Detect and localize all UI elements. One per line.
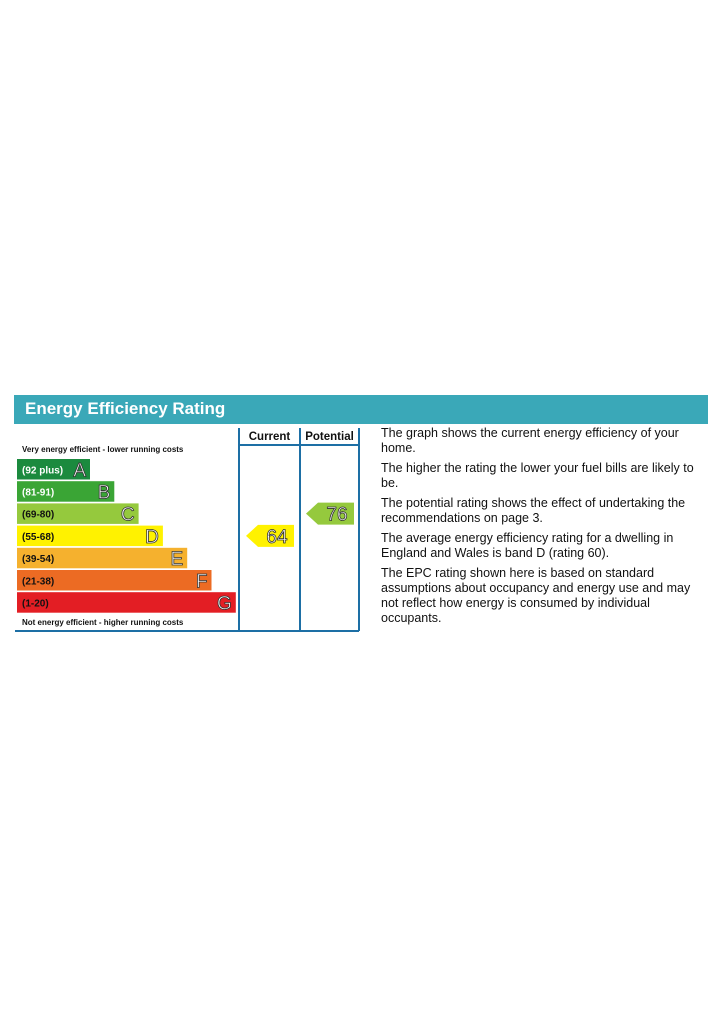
band-b-letter: B	[97, 482, 111, 504]
info-paragraph-average-rating: The average energy efficiency rating for a dwelling in England and Wales is band D (rating 60).	[381, 531, 674, 560]
energy-rating-header	[14, 395, 708, 424]
band-f-letter: F	[195, 571, 208, 593]
epc-chart-svg	[14, 427, 363, 635]
band-a-range: (92 plus)	[22, 465, 64, 477]
bottom-note-text: Not energy efficient - higher running costs	[22, 618, 184, 627]
band-e-letter: E	[170, 549, 184, 571]
band-e-range: (39-54)	[22, 554, 55, 566]
info-text-column	[381, 426, 703, 631]
potential-rating-value: 76	[326, 504, 348, 526]
band-c-range: (69-80)	[22, 509, 55, 521]
column-header-current: Current	[248, 431, 291, 443]
band-c-letter: C	[120, 504, 135, 526]
band-g-bar	[17, 592, 236, 613]
band-d-letter: D	[145, 526, 159, 548]
current-rating-value: 64	[266, 526, 288, 548]
info-paragraph-epc-assumptions: The EPC rating shown here is based on standard assumptions about occupancy and energy use and may not reflect how energy is consumed by individual occupants.	[381, 566, 691, 625]
info-paragraph-potential-rating: The potential rating shows the effect of undertaking the recommendations on page 3.	[381, 496, 686, 525]
column-header-potential: Potential	[305, 431, 354, 443]
top-note-text: Very energy efficient - lower running costs	[22, 445, 184, 454]
band-d-range: (55-68)	[22, 531, 55, 543]
band-g-letter: G	[217, 593, 232, 615]
info-paragraph-higher-rating: The higher the rating the lower your fuel bills are likely to be.	[381, 461, 694, 490]
band-g-range: (1-20)	[22, 598, 49, 610]
energy-rating-chart	[14, 427, 363, 635]
band-f-range: (21-38)	[22, 576, 55, 588]
header-title: Energy Efficiency Rating	[25, 399, 226, 418]
info-paragraph-graph: The graph shows the current energy efficiency of your home.	[381, 426, 679, 455]
band-b-range: (81-91)	[22, 487, 55, 499]
band-a-letter: A	[73, 460, 86, 482]
